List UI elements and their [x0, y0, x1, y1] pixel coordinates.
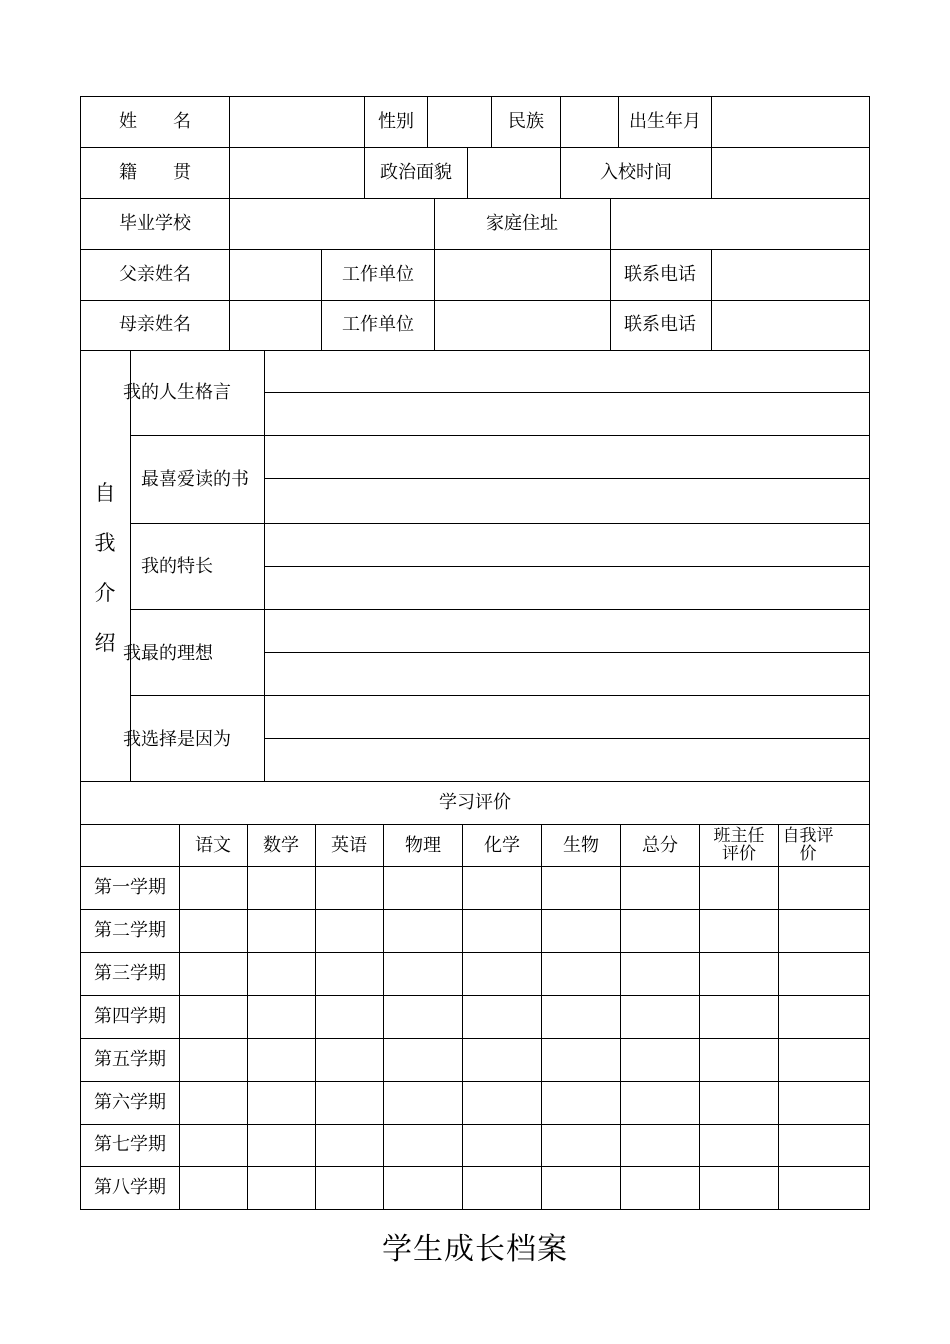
col-line	[560, 96, 561, 147]
border-right	[869, 96, 870, 1210]
intro-left-col-line	[130, 350, 131, 782]
col-header-english: 英语	[331, 835, 367, 856]
col-header-math: 数学	[263, 835, 299, 856]
border-left	[80, 96, 81, 1210]
grade-col-line	[462, 824, 463, 1209]
col-line	[711, 96, 712, 147]
col-header-self-eval: 自我评价	[782, 826, 834, 864]
col-header-biology: 生物	[563, 835, 599, 856]
label-birth: 出生年月	[629, 111, 701, 132]
col-line	[434, 249, 435, 350]
term-label-2: 第二学期	[94, 920, 166, 941]
grade-row-line	[80, 866, 870, 867]
self-intro-char: 绍	[94, 631, 116, 655]
col-line	[229, 96, 230, 147]
row-line	[80, 300, 870, 301]
document-title: 学生成长档案	[382, 1232, 568, 1267]
label-native-place: 籍 贯	[119, 162, 191, 183]
self-intro-section-label	[90, 468, 120, 668]
intro-item-line	[130, 435, 870, 436]
intro-item-favorite-book: 最喜爱读的书	[141, 469, 249, 490]
grade-row-line	[80, 1124, 870, 1125]
row-line	[80, 350, 870, 351]
grade-col-line	[620, 824, 621, 1209]
grade-col-line	[247, 824, 248, 1209]
label-mother-name: 母亲姓名	[119, 314, 191, 335]
self-intro-char: 自	[94, 481, 116, 505]
col-header-teacher-eval: 班主任评价	[713, 826, 765, 864]
intro-item-line	[130, 609, 870, 610]
col-line	[229, 198, 230, 249]
col-line	[364, 96, 365, 147]
label-father-name: 父亲姓名	[119, 264, 191, 285]
label-ethnicity: 民族	[508, 111, 544, 132]
grade-row-line	[80, 1081, 870, 1082]
grade-col-line	[383, 824, 384, 1209]
term-label-4: 第四学期	[94, 1006, 166, 1027]
grade-col-line	[541, 824, 542, 1209]
row-line	[80, 198, 870, 199]
col-line	[560, 147, 561, 198]
label-enroll-time: 入校时间	[600, 162, 672, 183]
intro-section-bottom	[80, 781, 870, 782]
label-mother-work-unit: 工作单位	[342, 314, 414, 335]
col-line	[229, 147, 230, 198]
intro-item-motto: 我的人生格言	[123, 382, 231, 403]
col-line	[321, 249, 322, 350]
self-intro-char: 我	[94, 531, 116, 555]
col-line	[491, 96, 492, 147]
col-line	[467, 147, 468, 198]
grade-col-line	[778, 824, 779, 1209]
border-top	[80, 96, 870, 97]
intro-item-line	[130, 523, 870, 524]
intro-item-reason: 我选择是因为	[123, 729, 231, 750]
grade-col-line	[699, 824, 700, 1209]
label-father-work-unit: 工作单位	[342, 264, 414, 285]
label-graduate-school: 毕业学校	[119, 213, 191, 234]
study-eval-title: 学习评价	[439, 792, 511, 813]
intro-writing-line	[264, 478, 870, 479]
term-label-6: 第六学期	[94, 1092, 166, 1113]
col-header-total: 总分	[642, 835, 678, 856]
intro-writing-line	[264, 652, 870, 653]
intro-writing-line	[264, 566, 870, 567]
intro-item-line	[130, 695, 870, 696]
term-label-8: 第八学期	[94, 1177, 166, 1198]
grade-row-line	[80, 995, 870, 996]
col-header-chinese: 语文	[195, 835, 231, 856]
term-label-3: 第三学期	[94, 963, 166, 984]
col-header-physics: 物理	[405, 835, 441, 856]
self-intro-char: 介	[94, 581, 116, 605]
intro-item-ideal: 我最的理想	[123, 643, 213, 664]
col-line	[610, 198, 611, 249]
col-header-chemistry: 化学	[484, 835, 520, 856]
label-political: 政治面貌	[380, 162, 452, 183]
intro-writing-line	[264, 392, 870, 393]
intro-item-specialty: 我的特长	[141, 556, 213, 577]
grade-row-line	[80, 1166, 870, 1167]
grade-row-line	[80, 1038, 870, 1039]
col-line	[711, 249, 712, 350]
col-line	[229, 249, 230, 350]
term-label-1: 第一学期	[94, 877, 166, 898]
col-line	[610, 249, 611, 350]
label-mother-phone: 联系电话	[624, 314, 696, 335]
grade-col-line	[315, 824, 316, 1209]
grade-row-line	[80, 952, 870, 953]
label-home-address: 家庭住址	[486, 213, 558, 234]
label-name: 姓 名	[119, 111, 191, 132]
grade-col-line	[179, 824, 180, 1209]
grade-row-line	[80, 909, 870, 910]
col-line	[434, 198, 435, 249]
term-label-5: 第五学期	[94, 1049, 166, 1070]
term-label-7: 第七学期	[94, 1134, 166, 1155]
intro-writing-line	[264, 738, 870, 739]
label-gender: 性别	[378, 111, 414, 132]
col-line	[618, 96, 619, 147]
row-line	[80, 147, 870, 148]
col-line	[711, 147, 712, 198]
border-bottom	[80, 1209, 870, 1210]
col-line	[427, 96, 428, 147]
row-line	[80, 249, 870, 250]
label-father-phone: 联系电话	[624, 264, 696, 285]
col-line	[364, 147, 365, 198]
study-eval-title-line	[80, 824, 870, 825]
